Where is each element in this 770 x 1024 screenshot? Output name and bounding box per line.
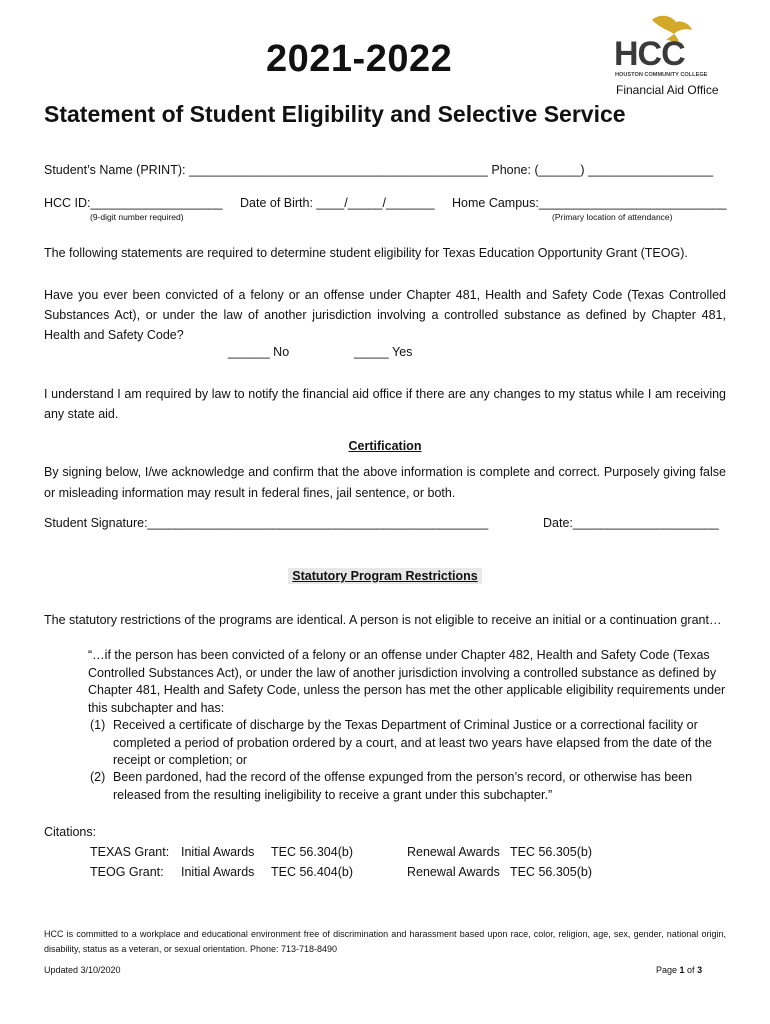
page-of: of (684, 965, 698, 975)
restrictions-heading: Statutory Program Restrictions (288, 568, 481, 584)
date-of-birth-field[interactable]: Date of Birth: ____/_____/_______ (240, 196, 435, 210)
page-current: 1 (679, 965, 685, 975)
certification-text: By signing below, I/we acknowledge and confirm that the above information is complete and correct. Purposely giving false or misleading information may result in federal fines, jail sentence, or both. (44, 465, 726, 500)
restriction-item-number: (1) (90, 718, 106, 732)
citation-initial-code: TEC 56.404(b) (271, 865, 353, 879)
restriction-item-number: (2) (90, 770, 106, 784)
student-name-phone-line[interactable]: Student’s Name (PRINT): ___________________________________________ Phone: (______) __________________ (44, 163, 714, 177)
felony-question: Have you ever been convicted of a felony or an offense under Chapter 481, Health and Safety Code (Texas Controlled Substances Act), or under the law of another jurisdiction involving a controlled substance as defined by Chapter 481, Health and Safety Code? (44, 288, 726, 342)
page-total: 3 (697, 965, 703, 975)
answer-yes-option[interactable]: _____ Yes (354, 345, 413, 359)
citation-renewal-label: Renewal Awards (407, 865, 500, 879)
answer-no-option[interactable]: ______ No (228, 345, 290, 359)
svg-text:HOUSTON COMMUNITY COLLEGE: HOUSTON COMMUNITY COLLEGE (615, 72, 708, 78)
page-prefix: Page (656, 965, 680, 975)
certification-heading-row (0, 437, 770, 455)
svg-text:HCC: HCC (614, 35, 685, 73)
hcc-logo-graphic (612, 12, 724, 82)
restriction-item-text: Been pardoned, had the record of the offense expunged from the person’s record, or otherwise has been released from the resulting ineligibility to receive a grant under this subchapter.” (113, 770, 693, 802)
restrictions-quote: “…if the person has been convicted of a felony or an offense under Chapter 482, Health and Safety Code (Texas Controlled Substances Act), or under the law of another jurisdiction involving a controlled substance as defined by Chapter 481, Health and Safety Code, unless the person has met the other applicable eligibility requirements under this subchapter and has: (88, 648, 726, 715)
citation-renewal-code: TEC 56.305(b) (510, 845, 592, 859)
restriction-item-text: Received a certificate of discharge by the Texas Department of Criminal Justice or a correctional facility or completed a period of probation ordered by a court, and at least two years have elapsed from the date of the receipt or completion; or (113, 718, 712, 768)
nondiscrimination-statement: HCC is committed to a workplace and educational environment free of discrimination and harassment based upon race, color, religion, age, sex, gender, national origin, disability, status as a veteran, or sexual orientation. Phone: 713-718-8490 (44, 929, 726, 954)
page-title: Statement of Student Eligibility and Selective Service (44, 101, 626, 127)
signature-date-field[interactable]: Date:_____________________ (543, 516, 719, 530)
teog-intro: The following statements are required to determine student eligibility for Texas Education Opportunity Grant (TEOG). (44, 246, 688, 260)
citation-grant-name: TEOG Grant: (90, 865, 164, 879)
citation-initial-label: Initial Awards (181, 865, 255, 879)
hcc-logo (612, 12, 724, 82)
citation-initial-code: TEC 56.304(b) (271, 845, 353, 859)
restrictions-intro: The statutory restrictions of the programs are identical. A person is not eligible to receive an initial or a continuation grant… (44, 613, 722, 627)
hcc-id-hint: (9-digit number required) (90, 212, 184, 222)
home-campus-hint: (Primary location of attendance) (552, 212, 673, 222)
page-number (656, 965, 702, 975)
updated-date: Updated 3/10/2020 (44, 965, 121, 975)
student-signature-field[interactable]: Student Signature:_________________________________________________ (44, 516, 489, 530)
citation-initial-label: Initial Awards (181, 845, 255, 859)
hcc-id-field[interactable]: HCC ID:___________________ (44, 196, 223, 210)
restrictions-heading-row (0, 567, 770, 585)
notify-statement: I understand I am required by law to notify the financial aid office if there are any changes to my status while I am receiving any state aid. (44, 387, 726, 421)
citation-renewal-label: Renewal Awards (407, 845, 500, 859)
document-year: 2021-2022 (266, 38, 453, 80)
home-campus-field[interactable]: Home Campus:___________________________ (452, 196, 727, 210)
citation-grant-name: TEXAS Grant: (90, 845, 170, 859)
citations-label: Citations: (44, 825, 97, 839)
citation-renewal-code: TEC 56.305(b) (510, 865, 592, 879)
office-name: Financial Aid Office (616, 83, 719, 97)
certification-heading: Certification (348, 439, 422, 453)
